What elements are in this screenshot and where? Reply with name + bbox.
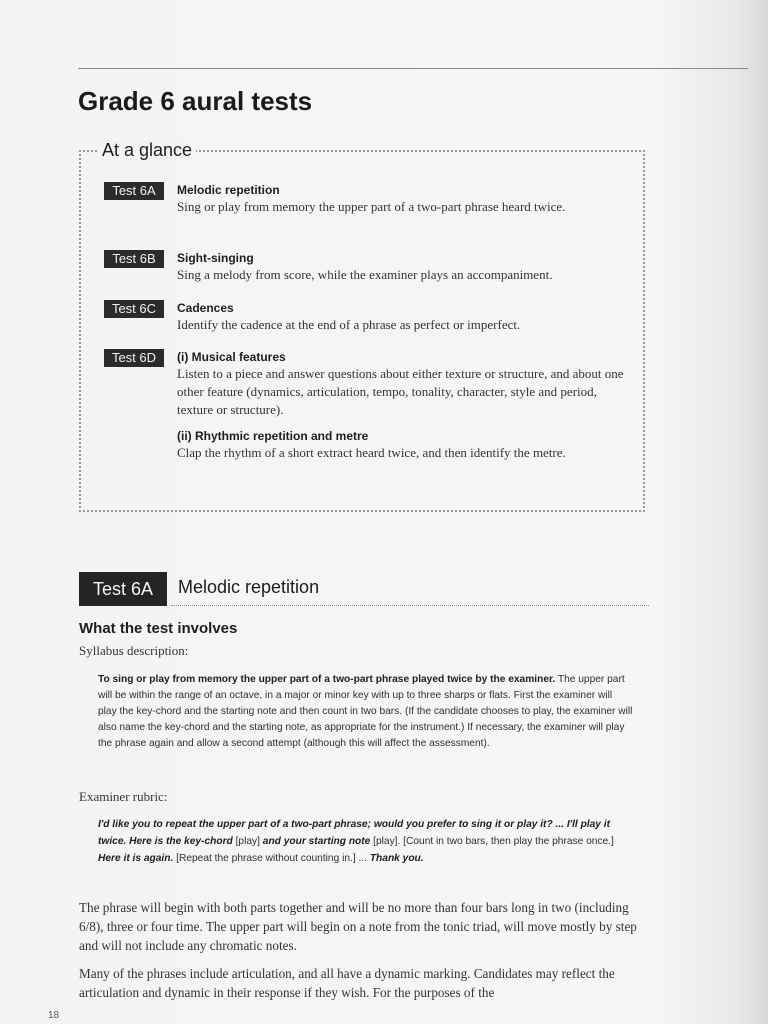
test-badge: Test 6B <box>104 250 164 268</box>
page-title: Grade 6 aural tests <box>78 86 313 116</box>
entry-body <box>177 250 632 284</box>
rubric-segment: [Repeat the phrase without counting in.] ... <box>173 853 370 864</box>
entry-text: Sing or play from memory the upper part of a two-part phrase heard twice. <box>177 199 566 214</box>
entry-heading: Melodic repetition <box>177 183 280 197</box>
rubric-label: Examiner rubric: <box>79 789 168 804</box>
entry-heading: Cadences <box>177 301 234 315</box>
what-the-test-involves-heading: What the test involves <box>79 620 238 637</box>
section-rule <box>171 605 649 606</box>
rubric-segment: [play] <box>232 836 263 847</box>
body-paragraph-1: The phrase will begin with both parts together and will be no more than four bars long in two (including 6/8), three or four time. The upper part will begin on a note from the tonic triad, will move mostly by step and will not include any chromatic notes. <box>79 900 637 953</box>
entry-body <box>177 349 632 462</box>
entry-heading: (i) Musical features <box>177 350 286 364</box>
entry-text: Sing a melody from score, while the examiner plays an accompaniment. <box>177 267 553 282</box>
top-rule <box>78 68 748 69</box>
test-badge: Test 6C <box>104 300 164 318</box>
test-badge: Test 6A <box>104 182 164 200</box>
examiner-rubric <box>98 816 633 867</box>
entry-text: Identify the cadence at the end of a phrase as perfect or imperfect. <box>177 317 521 332</box>
rubric-segment: Thank you. <box>369 853 424 864</box>
section-badge: Test 6A <box>79 572 167 606</box>
entry-text: Listen to a piece and answer questions about either texture or structure, and about one other feature (dynamics, articulation, tempo, tonality, character, style and period, texture or structure). <box>177 366 624 417</box>
section-header <box>79 572 649 608</box>
syllabus-rest: The upper part will be within the range of an octave, in a major or minor key with up to three sharps or flats. First the examiner will play the key-chord and the starting note and then count in two bars. (If the candidate chooses to play, the examiner will also name the key-chord and the starting note, as appropriate for the instrument.) If necessary, the examiner will play the phrase again and allow a second attempt (although this will affect the assessment). <box>98 674 633 749</box>
entry-sub-text: Clap the rhythm of a short extract heard twice, and then identify the metre. <box>177 445 566 460</box>
section-name: Melodic repetition <box>178 577 320 597</box>
rubric-segment: and your starting note <box>262 836 371 847</box>
entry-heading: Sight-singing <box>177 251 254 265</box>
entry-sub-heading: (ii) Rhythmic repetition and metre <box>177 429 369 443</box>
body-paragraph-2: Many of the phrases include articulation, and all have a dynamic marking. Candidates may reflect the articulation and dynamic in their response if they wish. For the purposes of the <box>79 966 615 1000</box>
at-a-glance-title: At a glance <box>98 140 196 161</box>
rubric-segment: [play]. [Count in two bars, then play the phrase once.] <box>370 836 614 847</box>
rubric-segment: Here it is again. <box>98 853 174 864</box>
syllabus-label: Syllabus description: <box>79 643 189 658</box>
syllabus-description <box>98 672 633 752</box>
test-badge: Test 6D <box>104 349 164 367</box>
rubric-segment: I'd like you to repeat the upper part of a two-part phrase; would you prefer to sing it or play it? ... I'll play it twice. Here is the key-chord <box>98 819 611 847</box>
entry-body <box>177 300 632 334</box>
page-number: 18 <box>48 1010 60 1021</box>
syllabus-lead: To sing or play from memory the upper part of a two-part phrase played twice by the examiner. <box>98 674 556 685</box>
entry-body <box>177 182 632 216</box>
